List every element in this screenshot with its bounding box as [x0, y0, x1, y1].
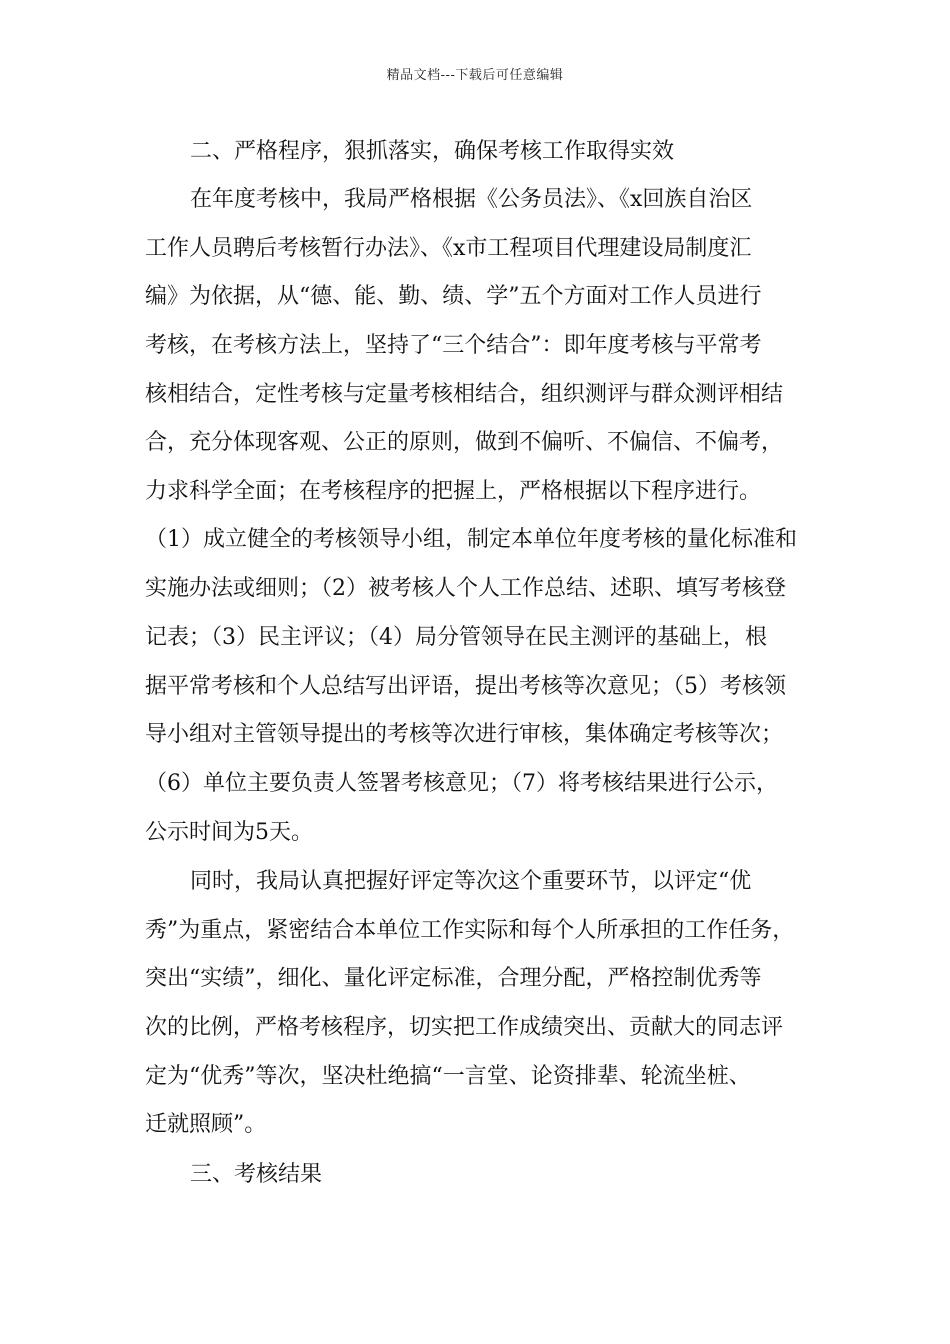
paragraph-line: 工作人员聘后考核暂行办法》、《x市工程项目代理建设局制度汇 — [145, 236, 752, 261]
paragraph-line: 实施办法或细则；（2）被考核人个人工作总结、述职、填写考核登 — [145, 576, 786, 601]
paragraph-line: 次的比例，严格考核程序，切实把工作成绩突出、贡献大的同志评 — [145, 1015, 784, 1040]
paragraph-line: 编》为依据，从“德、能、勤、绩、学”五个方面对工作人员进行 — [145, 284, 762, 309]
paragraph-line: 力求科学全面；在考核程序的把握上，严格根据以下程序进行。 — [145, 479, 762, 504]
paragraph-line: 突出“实绩”，细化、量化评定标准，合理分配，严格控制优秀等 — [145, 966, 762, 991]
paragraph-line: 核相结合，定性考核与定量考核相结合，组织测评与群众测评相结 — [145, 382, 784, 407]
paragraph-line: 公示时间为5天。 — [145, 820, 313, 845]
paragraph-line: 秀”为重点，紧密结合本单位工作实际和每个人所承担的工作任务， — [145, 918, 795, 943]
paragraph-line: 导小组对主管领导提出的考核等次进行审核，集体确定考核等次； — [145, 722, 784, 747]
section-heading-results: 三、考核结果 — [190, 1162, 323, 1187]
paragraph-line: 定为“优秀”等次，坚决杜绝搞“一言堂、论资排辈、轮流坐桩、 — [145, 1064, 751, 1089]
paragraph-line: 迁就照顾”。 — [145, 1112, 267, 1137]
paragraph-line: 合，充分体现客观、公正的原则，做到不偏听、不偏信、不偏考， — [145, 430, 784, 455]
paragraph-line: 考核，在考核方法上，坚持了“三个结合”：即年度考核与平常考 — [145, 333, 762, 358]
paragraph-line: 同时，我局认真把握好评定等次这个重要环节，以评定“优 — [190, 869, 752, 894]
paragraph-line: （6）单位主要负责人签署考核意见；（7）将考核结果进行公示， — [145, 771, 778, 796]
paragraph-line: 在年度考核中，我局严格根据《公务员法》、《x回族自治区 — [190, 187, 753, 212]
paragraph-line: （1）成立健全的考核领导小组，制定本单位年度考核的量化标准和 — [145, 527, 797, 552]
page-header: 精品文档---下载后可任意编辑 — [386, 68, 564, 83]
paragraph-line: 记表；（3）民主评议；（4）局分管领导在民主测评的基础上，根 — [145, 625, 767, 650]
section-heading-procedure: 二、严格程序，狠抓落实，确保考核工作取得实效 — [190, 139, 675, 164]
paragraph-line: 据平常考核和个人总结写出评语，提出考核等次意见；（5）考核领 — [145, 674, 786, 699]
